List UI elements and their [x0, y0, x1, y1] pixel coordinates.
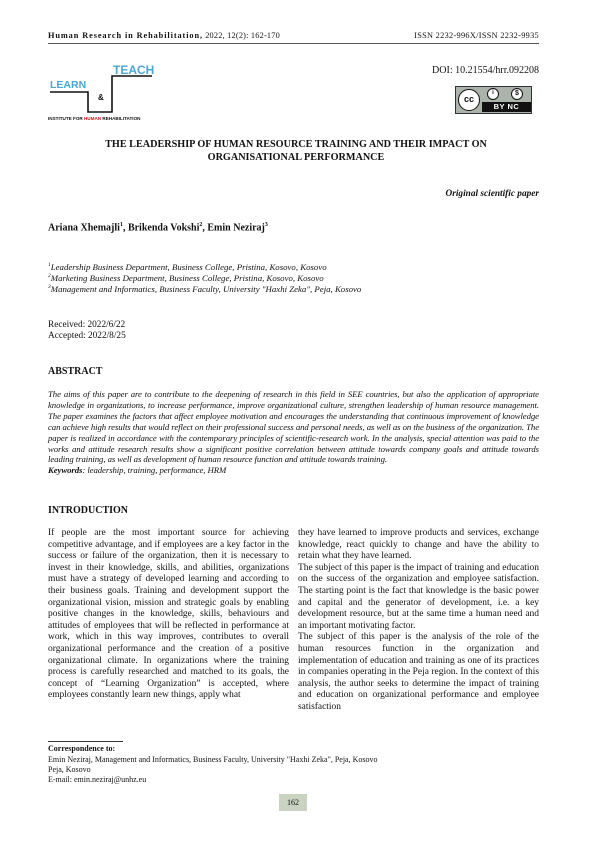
logo-institute-red: HUMAN: [83, 116, 102, 121]
affiliation: [48, 273, 324, 283]
cc-band-label: BY NC: [482, 102, 531, 112]
doi: DOI: 10.21554/hrr.092208: [432, 65, 539, 76]
cc-nc-icon: $: [511, 88, 523, 100]
correspondence-heading: Correspondence to:: [48, 744, 116, 753]
intro-right-column: [298, 528, 539, 714]
intro-paragraph: The subject of this paper is the impact of training and education on the success of the organization and employee satisfaction. The starting point is the fact that knowledge is the basic power and capital and the generator of development, i.e. a key development resource, but at the same time a human need and an important motivating factor.: [298, 562, 539, 631]
logo-ampersand: &: [98, 93, 104, 102]
abstract-body: [48, 389, 539, 476]
correspondence-email: E-mail: emin.neziraj@unhz.eu: [48, 775, 147, 784]
abstract-text: The aims of this paper are to contribute to the deepening of research in this field in SEE countries, but also the application of appropriate knowledge in organizations, to increase performance, improve organizational culture, strengthen leadership of human resource management. The paper examines the factors that affect employee motivation and encourages the understanding that continuous improvement of knowledge can achieve high results that would reflect on their professional success and personal needs, as well as on the business of the organization. The paper is realized in accordance with the contemporary principles of scientific-research work. In the analysis, special attention was paid to the works and attitude research results show a significant positive correlation between attitude towards company goals and attitude towards leading training, as well as development of human resource function and attitude towards training.: [48, 389, 539, 465]
author-sup: 1: [119, 222, 123, 228]
affiliation: [48, 284, 361, 294]
intro-paragraph: they have learned to improve products and services, exchange knowledge, react quickly to change and have the ability to retain what they have learned.: [298, 528, 539, 562]
intro-paragraph: If people are the most important source for achieving competitive advantage, and if employees are a key factor in the success or failure of the organization, then it is necessary to invest in their knowledge, skills, and abilities, organizations must have a strategy of developed learning and according to their business goals. Training and development support the organizational vision, mission and strategic goals by enabling positive changes in the knowledge, skills, behaviours and attitudes of employees that will be reflected in performance at work, which in this way improves, contributes to overall organizational performance and the creation of a positive organizational climate. In organizations where the training process is carefully researched and matched to its goals, the concept of “Learning Organization” is accepted, where employees constantly learn new things, apply what: [48, 528, 289, 701]
logo-institute-text: [48, 116, 140, 121]
institute-logo: [48, 60, 163, 125]
keywords-label: Keywords: [48, 465, 83, 476]
cc-by-icon: i: [487, 88, 499, 100]
logo-institute-post: REHABILITATION: [101, 116, 141, 121]
author-sup: 2: [199, 222, 203, 228]
cc-license-badge: [455, 86, 532, 114]
paper-type: Original scientific paper: [445, 189, 539, 199]
header-rule: [48, 43, 539, 44]
abstract-heading: ABSTRACT: [48, 366, 103, 377]
affiliation-sup: 3: [48, 284, 51, 291]
affiliation: [48, 262, 327, 272]
keywords: : leadership, training, performance, HRM: [82, 465, 227, 476]
paper-title: THE LEADERSHIP OF HUMAN RESOURCE TRAINING AND THEIR IMPACT ON ORGANISATIONAL PERFORMANCE: [105, 139, 487, 163]
author-list: [48, 222, 268, 233]
issn: ISSN 2232-996X/ISSN 2232-9935: [414, 31, 539, 40]
logo-learn-text: LEARN: [50, 79, 87, 91]
cc-icon: cc: [458, 89, 480, 111]
received-date: Received: 2022/6/22: [48, 320, 126, 330]
author-sep: ,: [202, 222, 208, 234]
author-sup: 3: [264, 222, 268, 228]
author-sep: ,: [122, 222, 128, 234]
author-name: Emin Neziraj: [207, 222, 265, 234]
journal-issue: 2022, 12(2): 162-170: [202, 31, 280, 40]
intro-left-column: [48, 528, 289, 702]
affiliation-text: Management and Informatics, Business Faculty, University "Haxhi Zeka", Peja, Kosovo: [50, 284, 362, 294]
footnote-rule: [48, 741, 123, 742]
journal-name: Human Research in Rehabilitation,: [48, 31, 203, 40]
correspondence-line: Peja, Kosovo: [48, 765, 91, 774]
correspondence-line: Emin Neziraj, Management and Informatics, Business Faculty, University "Haxhi Zeka", Peja, Kosovo: [48, 755, 378, 764]
intro-paragraph: The subject of this paper is the analysis of the role of the human resources function in the organization and implementation of education and training as one of its practices in companies operating in the Peja region. In the context of this analysis, the author seeks to determine the impact of training and education on organizational performance and employee satisfaction: [298, 632, 539, 712]
author-name: Ariana Xhemajli: [48, 222, 120, 234]
affiliation-text: Marketing Business Department, Business College, Pristina, Kosovo, Kosovo: [50, 273, 324, 283]
logo-institute-pre: INSTITUTE FOR: [48, 116, 84, 121]
accepted-date: Accepted: 2022/8/25: [48, 331, 126, 341]
introduction-heading: INTRODUCTION: [48, 505, 129, 516]
affiliation-sup: 1: [48, 262, 51, 269]
logo-teach-text: TEACH: [113, 63, 155, 77]
affiliation-sup: 2: [48, 273, 51, 280]
author-name: Brikenda Vokshi: [127, 222, 200, 234]
journal-header: [48, 31, 280, 40]
page-number: 162: [279, 794, 307, 811]
affiliation-text: Leadership Business Department, Business College, Pristina, Kosovo, Kosovo: [50, 262, 327, 272]
